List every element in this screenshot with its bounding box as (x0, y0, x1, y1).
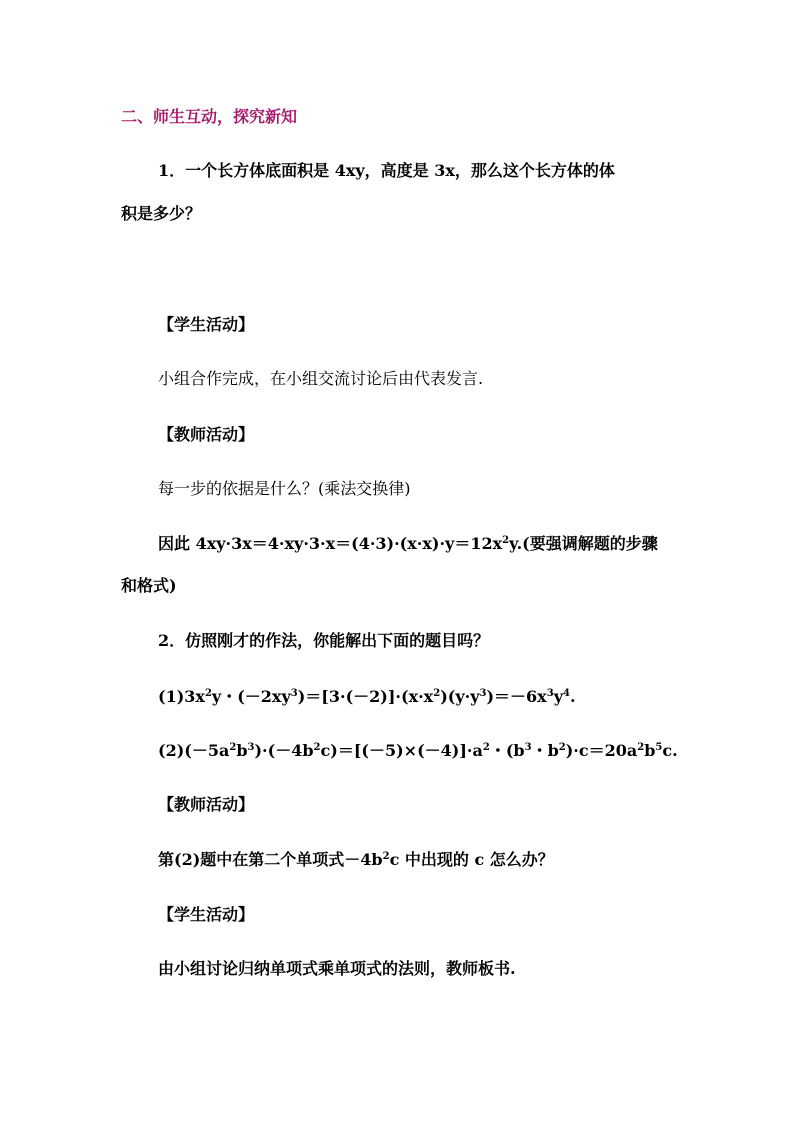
teacher2-text-b: c 中出现的 c 怎么办？ (389, 850, 554, 869)
therefore-text-b: y.(要强调解题的步骤 (509, 534, 658, 553)
ex2-exponent: 2 (637, 742, 645, 753)
question-1-line-2: 积是多少？ (121, 204, 202, 223)
ex2-exponent: 2 (313, 742, 321, 753)
ex1-exponent: 4 (562, 688, 570, 699)
ex2-exponent: 2 (229, 742, 237, 753)
example-1 (158, 686, 576, 708)
teacher-activity-label-2: 【教师活动】 (158, 795, 255, 814)
therefore-line-2: 和格式) (121, 576, 177, 595)
therefore-text-a: 因此 4xy·3x＝4·xy·3·x＝(4·3)·(x·x)·y＝12x (158, 534, 503, 553)
teacher2-text-a: 第(2)题中在第二个单项式－4b (158, 850, 383, 869)
ex2-part: ・(b (489, 741, 525, 760)
ex1-part: )＝－6x (486, 687, 547, 706)
ex2-part: b (644, 741, 656, 760)
therefore-line-1 (158, 533, 658, 555)
teacher-activity-label: 【教师活动】 (158, 425, 255, 444)
ex1-part: y・(－2xy (211, 687, 291, 706)
ex2-exponent: 2 (558, 742, 566, 753)
ex1-part: )＝[3·(－2)]·(x·x (297, 687, 434, 706)
ex2-part: c)＝[(－5)×(－4)]·a (320, 741, 483, 760)
ex2-part: b (236, 741, 248, 760)
ex1-exponent: 3 (290, 688, 298, 699)
student-activity-label: 【学生活动】 (158, 315, 255, 334)
student-activity-text: 小组合作完成，在小组交流讨论后由代表发言. (158, 369, 484, 388)
ex1-exponent: 3 (479, 688, 487, 699)
therefore-exponent: 2 (502, 535, 510, 546)
ex2-exponent: 3 (524, 742, 532, 753)
ex2-exponent: 5 (655, 742, 663, 753)
ex2-part: (2)(－5a (158, 741, 230, 760)
ex1-part: y (553, 687, 563, 706)
question-2: 2．仿照刚才的作法，你能解出下面的题目吗？ (158, 631, 490, 650)
ex1-exponent: 3 (546, 688, 554, 699)
section-heading: 二、师生互动，探究新知 (121, 107, 298, 126)
ex2-exponent: 2 (482, 742, 490, 753)
teacher2-exponent: 2 (382, 851, 390, 862)
ex1-exponent: 2 (204, 688, 212, 699)
student-activity-text-2: 由小组讨论归纳单项式乘单项式的法则，教师板书. (158, 959, 516, 978)
ex2-exponent: 3 (247, 742, 255, 753)
ex2-part: ・b (531, 741, 559, 760)
ex2-part: )·(－4b (254, 741, 314, 760)
ex1-part: )(y·y (440, 687, 480, 706)
ex2-part: c. (662, 741, 678, 760)
ex1-part: . (569, 687, 576, 706)
ex1-exponent: 2 (433, 688, 441, 699)
question-1-line-1: 1．一个长方体底面积是 4xy，高度是 3x，那么这个长方体的体 (158, 161, 615, 180)
example-2 (158, 740, 678, 762)
ex1-part: (1)3x (158, 687, 205, 706)
teacher-question: 每一步的依据是什么？(乘法交换律) (158, 479, 411, 498)
student-activity-label-2: 【学生活动】 (158, 905, 255, 924)
ex2-part: )·c＝20a (565, 741, 638, 760)
teacher-question-2 (158, 849, 554, 871)
